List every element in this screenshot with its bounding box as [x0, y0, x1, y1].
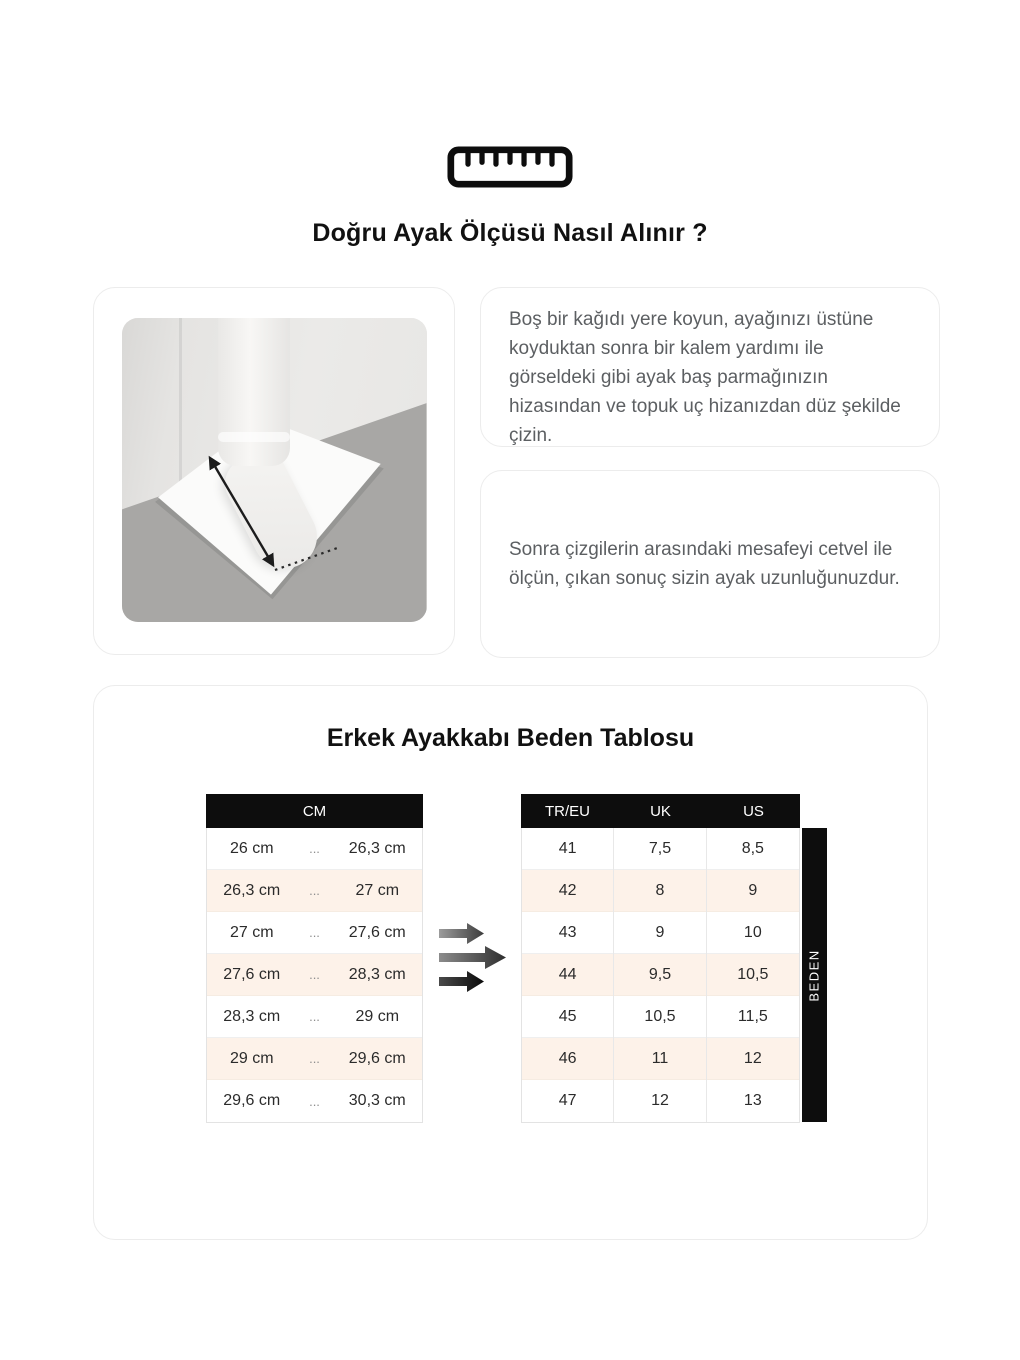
cm-table-row [207, 912, 422, 954]
size-table-row [522, 1080, 799, 1122]
size-treu-value: 42 [522, 870, 614, 912]
size-us-value: 10,5 [737, 966, 769, 983]
size-table [521, 794, 800, 1123]
cm-range-to: 30,3 cm [348, 1092, 406, 1109]
instruction-step2-card [480, 470, 940, 658]
conversion-arrows-icon [436, 920, 510, 994]
size-uk-value: 10,5 [614, 996, 706, 1038]
size-us-value: 10 [743, 924, 762, 941]
size-treu-value: 47 [522, 1080, 614, 1122]
cm-table-row [207, 1038, 422, 1080]
size-uk-value: 12 [614, 1080, 706, 1122]
size-us-value: 11,5 [737, 1008, 768, 1025]
size-table-header [521, 794, 800, 828]
instruction-step2-text: Sonra çizgilerin arasındaki mesafeyi cetvel ile ölçün, çıkan sonuç sizin ayak uzunluğunuzdur. [509, 539, 900, 589]
cm-range-to: 28,3 cm [348, 965, 406, 983]
instruction-cards [480, 287, 940, 658]
size-table-row [522, 870, 799, 912]
hero-section [0, 146, 1020, 248]
cm-table-row [207, 954, 422, 996]
size-us-value: 9 [748, 882, 758, 899]
size-table-header-cell: TR/EU [545, 802, 590, 820]
size-us-value: 12 [743, 1050, 762, 1067]
cm-range-to: 26,3 cm [348, 839, 406, 857]
measurement-arrow [122, 318, 427, 622]
size-table-body [521, 828, 800, 1123]
range-dots: ... [309, 1093, 320, 1109]
size-uk-value: 9,5 [614, 954, 706, 996]
ruler-icon [447, 146, 573, 188]
size-us-value: 13 [743, 1092, 762, 1109]
size-uk-value: 8 [614, 870, 706, 912]
range-dots: ... [309, 883, 320, 898]
cm-table-row [207, 870, 422, 912]
size-treu-value: 43 [522, 912, 614, 954]
size-table-row [522, 828, 799, 870]
cm-table [206, 794, 423, 1123]
cm-header-label: CM [302, 802, 327, 820]
size-chart-card [93, 685, 928, 1240]
range-dots: ... [309, 967, 320, 982]
range-dots: ... [309, 841, 320, 856]
cm-table-row [207, 996, 422, 1038]
cm-table-body [206, 828, 423, 1123]
cm-range-from: 27,6 cm [223, 965, 281, 983]
cm-range-from: 27 cm [229, 923, 274, 941]
size-table-row [522, 1038, 799, 1080]
foot-measurement-photo-card [93, 287, 455, 655]
size-uk-value: 9 [614, 912, 706, 954]
instruction-step1-text: Boş bir kağıdı yere koyun, ayağınızı üstüne koyduktan sonra bir kalem yardımı ile görseldeki gibi ayak baş parmağınızın hizasından ve topuk uç hizanızdan düz şekilde çizin. [509, 309, 901, 446]
size-table-header-cell: UK [650, 802, 671, 820]
size-uk-value: 11 [614, 1038, 706, 1080]
cm-range-from: 28,3 cm [223, 1007, 281, 1025]
size-table-header-cell: US [743, 802, 764, 820]
cm-range-from: 26 cm [229, 839, 274, 857]
size-treu-value: 44 [522, 954, 614, 996]
cm-range-to: 27 cm [355, 881, 400, 899]
cm-range-to: 29,6 cm [348, 1049, 406, 1067]
cm-range-from: 29,6 cm [223, 1092, 281, 1109]
cm-table-row [207, 828, 422, 870]
range-dots: ... [309, 925, 320, 940]
size-treu-value: 45 [522, 996, 614, 1038]
size-table-row [522, 954, 799, 996]
cm-table-row [207, 1080, 422, 1122]
size-uk-value: 7,5 [614, 828, 706, 870]
size-us-value: 8,5 [741, 840, 764, 857]
size-chart-title: Erkek Ayakkabı Beden Tablosu [326, 724, 695, 752]
range-dots: ... [309, 1009, 320, 1024]
foot-measurement-photo [122, 318, 427, 622]
range-dots: ... [309, 1051, 320, 1066]
size-treu-value: 41 [522, 828, 614, 870]
page-title: Doğru Ayak Ölçüsü Nasıl Alınır ? [312, 219, 708, 247]
cm-range-from: 26,3 cm [223, 881, 281, 899]
size-treu-value: 46 [522, 1038, 614, 1080]
instruction-step1-card [480, 287, 940, 447]
size-table-row [522, 912, 799, 954]
size-table-row [522, 996, 799, 1038]
cm-table-header [206, 794, 423, 828]
cm-range-to: 27,6 cm [348, 923, 406, 941]
how-to-section [93, 287, 940, 658]
cm-range-to: 29 cm [355, 1007, 400, 1025]
beden-label: BEDEN [807, 948, 823, 1002]
beden-side-bar [802, 828, 827, 1122]
cm-range-from: 29 cm [229, 1049, 274, 1067]
